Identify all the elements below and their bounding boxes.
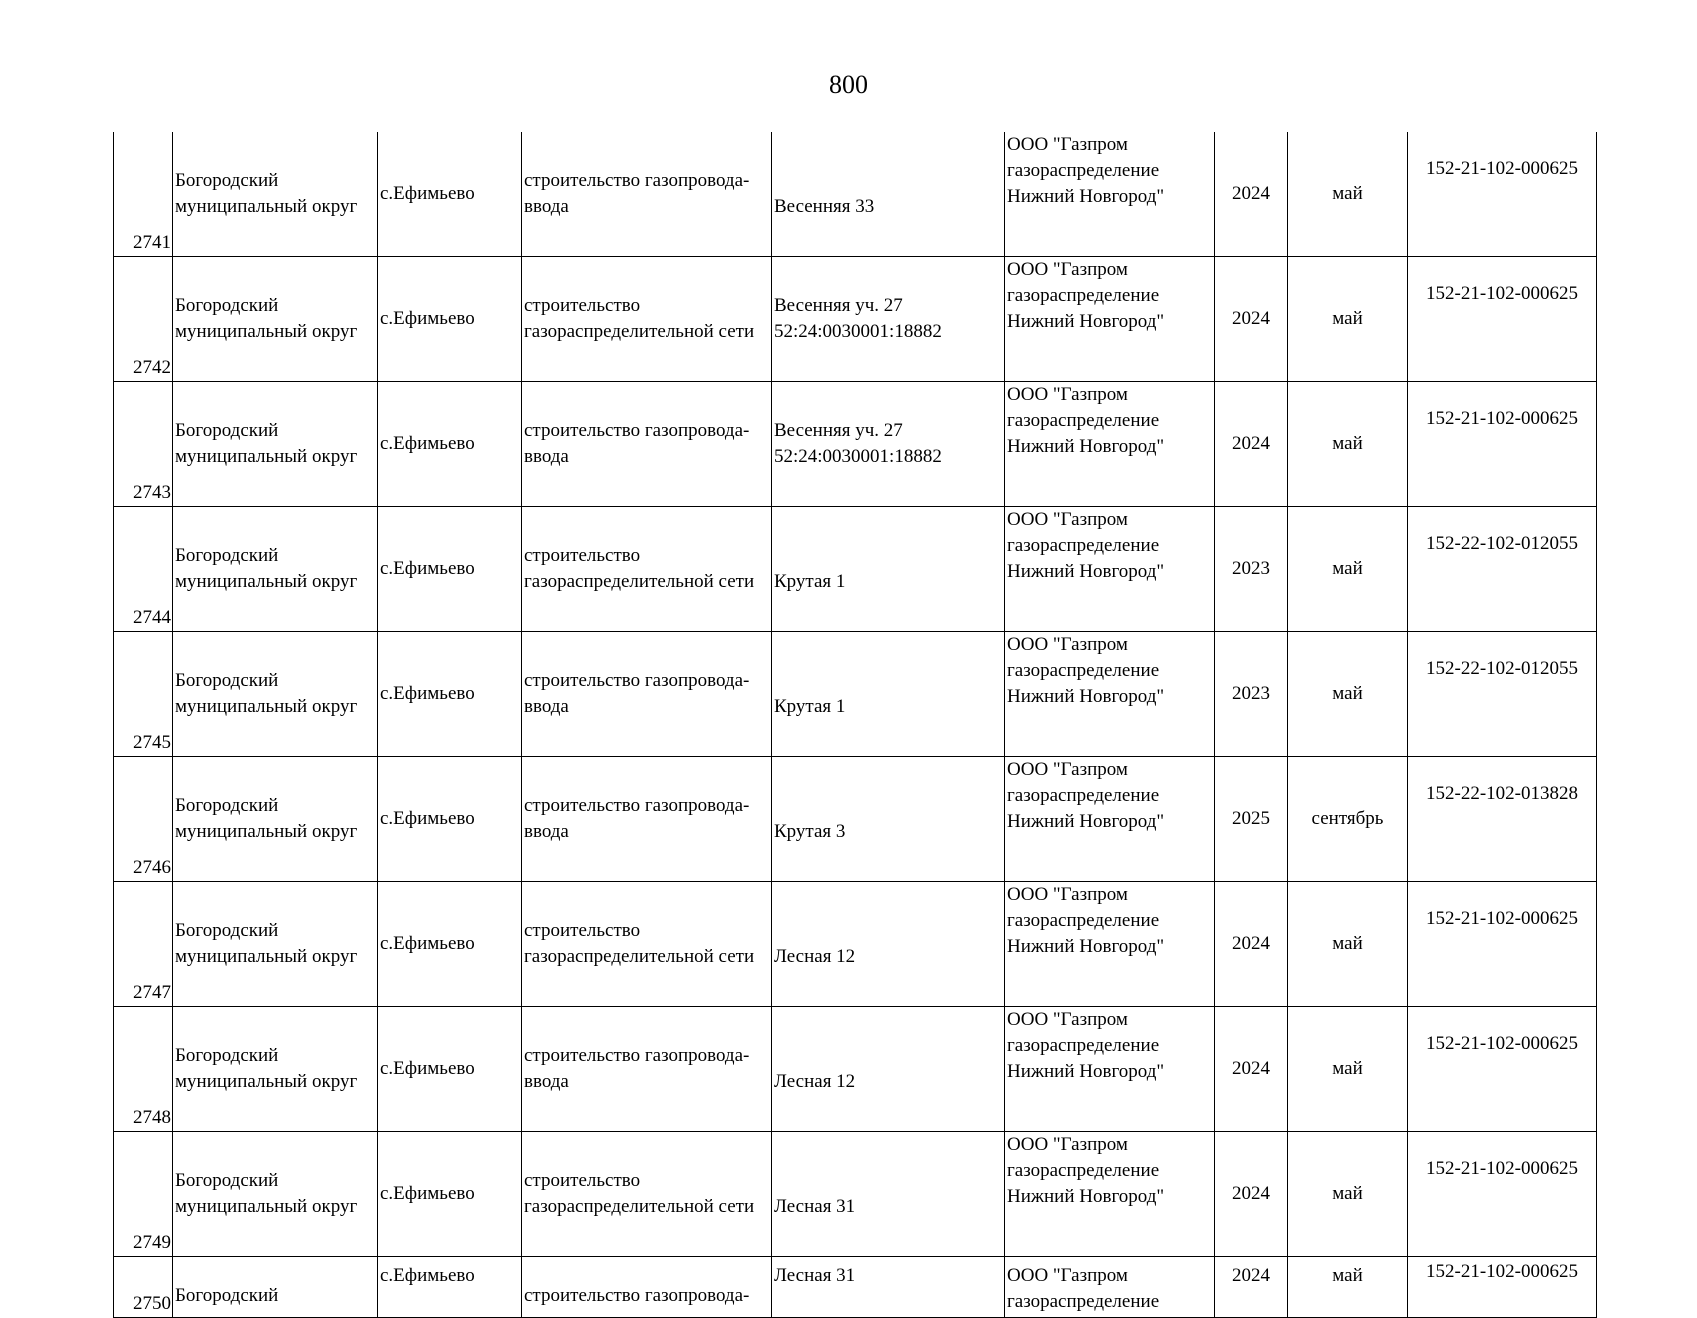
year-cell: 2023 — [1215, 632, 1288, 757]
address-cell: Лесная 31 — [772, 1257, 1005, 1318]
table-row — [114, 382, 1597, 507]
organization-cell: ООО "Газпром газораспределение Нижний Новгород" — [1005, 1132, 1215, 1257]
row-number: 2742 — [114, 257, 173, 382]
row-number: 2745 — [114, 632, 173, 757]
row-number: 2741 — [114, 132, 173, 257]
month-cell: май — [1288, 382, 1408, 507]
year-cell: 2024 — [1215, 382, 1288, 507]
table-row — [114, 757, 1597, 882]
row-number: 2748 — [114, 1007, 173, 1132]
work-type-cell: строительство газораспределительной сети — [522, 257, 772, 382]
address-cell: Лесная 31 — [772, 1132, 1005, 1257]
table-row — [114, 882, 1597, 1007]
district-cell: Богородский муниципальный округ — [173, 1132, 378, 1257]
locality-cell: с.Ефимьево — [378, 1257, 522, 1318]
locality-cell: с.Ефимьево — [378, 1132, 522, 1257]
locality-cell: с.Ефимьево — [378, 257, 522, 382]
work-type-cell: строительство газораспределительной сети — [522, 882, 772, 1007]
month-cell: май — [1288, 882, 1408, 1007]
table-row — [114, 1257, 1597, 1318]
organization-cell: ООО "Газпром газораспределение Нижний Новгород" — [1005, 507, 1215, 632]
year-cell: 2024 — [1215, 1132, 1288, 1257]
locality-cell: с.Ефимьево — [378, 632, 522, 757]
code-cell: 152-21-102-000625 — [1408, 132, 1597, 257]
address-cell: Весенняя уч. 27 52:24:0030001:18882 — [772, 382, 1005, 507]
district-cell: Богородский — [173, 1257, 378, 1318]
year-cell: 2023 — [1215, 507, 1288, 632]
district-cell: Богородский муниципальный округ — [173, 882, 378, 1007]
year-cell: 2024 — [1215, 132, 1288, 257]
district-cell: Богородский муниципальный округ — [173, 632, 378, 757]
year-cell: 2025 — [1215, 757, 1288, 882]
month-cell: май — [1288, 1257, 1408, 1318]
district-cell: Богородский муниципальный округ — [173, 382, 378, 507]
month-cell: май — [1288, 1007, 1408, 1132]
row-number: 2750 — [114, 1257, 173, 1318]
row-number: 2749 — [114, 1132, 173, 1257]
month-cell: май — [1288, 257, 1408, 382]
work-type-cell: строительство газораспределительной сети — [522, 507, 772, 632]
gas-works-table — [113, 132, 1597, 1318]
row-number: 2743 — [114, 382, 173, 507]
address-cell: Лесная 12 — [772, 1007, 1005, 1132]
locality-cell: с.Ефимьево — [378, 757, 522, 882]
locality-cell: с.Ефимьево — [378, 1007, 522, 1132]
row-number: 2747 — [114, 882, 173, 1007]
organization-cell: ООО "Газпром газораспределение — [1005, 1257, 1215, 1318]
code-cell: 152-22-102-012055 — [1408, 632, 1597, 757]
month-cell: сентябрь — [1288, 757, 1408, 882]
table-row — [114, 507, 1597, 632]
code-cell: 152-21-102-000625 — [1408, 1007, 1597, 1132]
organization-cell: ООО "Газпром газораспределение Нижний Новгород" — [1005, 632, 1215, 757]
month-cell: май — [1288, 1132, 1408, 1257]
district-cell: Богородский муниципальный округ — [173, 132, 378, 257]
work-type-cell: строительство газопровода- ввода — [522, 632, 772, 757]
address-cell: Крутая 1 — [772, 507, 1005, 632]
year-cell: 2024 — [1215, 257, 1288, 382]
table-row — [114, 1007, 1597, 1132]
organization-cell: ООО "Газпром газораспределение Нижний Новгород" — [1005, 382, 1215, 507]
work-type-cell: строительство газопровода- ввода — [522, 382, 772, 507]
organization-cell: ООО "Газпром газораспределение Нижний Новгород" — [1005, 132, 1215, 257]
organization-cell: ООО "Газпром газораспределение Нижний Новгород" — [1005, 757, 1215, 882]
locality-cell: с.Ефимьево — [378, 507, 522, 632]
table-row — [114, 257, 1597, 382]
organization-cell: ООО "Газпром газораспределение Нижний Новгород" — [1005, 257, 1215, 382]
work-type-cell: строительство газораспределительной сети — [522, 1132, 772, 1257]
locality-cell: с.Ефимьево — [378, 882, 522, 1007]
locality-cell: с.Ефимьево — [378, 132, 522, 257]
year-cell: 2024 — [1215, 1257, 1288, 1318]
row-number: 2746 — [114, 757, 173, 882]
code-cell: 152-21-102-000625 — [1408, 1257, 1597, 1318]
work-type-cell: строительство газопровода- — [522, 1257, 772, 1318]
row-number: 2744 — [114, 507, 173, 632]
table-row — [114, 632, 1597, 757]
year-cell: 2024 — [1215, 1007, 1288, 1132]
code-cell: 152-22-102-013828 — [1408, 757, 1597, 882]
address-cell: Лесная 12 — [772, 882, 1005, 1007]
district-cell: Богородский муниципальный округ — [173, 507, 378, 632]
work-type-cell: строительство газопровода- ввода — [522, 1007, 772, 1132]
address-cell: Весенняя уч. 27 52:24:0030001:18882 — [772, 257, 1005, 382]
address-cell: Крутая 1 — [772, 632, 1005, 757]
address-cell: Весенняя 33 — [772, 132, 1005, 257]
work-type-cell: строительство газопровода- ввода — [522, 757, 772, 882]
month-cell: май — [1288, 507, 1408, 632]
district-cell: Богородский муниципальный округ — [173, 257, 378, 382]
locality-cell: с.Ефимьево — [378, 382, 522, 507]
district-cell: Богородский муниципальный округ — [173, 757, 378, 882]
work-type-cell: строительство газопровода- ввода — [522, 132, 772, 257]
code-cell: 152-21-102-000625 — [1408, 882, 1597, 1007]
code-cell: 152-22-102-012055 — [1408, 507, 1597, 632]
organization-cell: ООО "Газпром газораспределение Нижний Новгород" — [1005, 1007, 1215, 1132]
address-cell: Крутая 3 — [772, 757, 1005, 882]
month-cell: май — [1288, 132, 1408, 257]
table-row — [114, 132, 1597, 257]
year-cell: 2024 — [1215, 882, 1288, 1007]
page-number: 800 — [829, 70, 868, 99]
code-cell: 152-21-102-000625 — [1408, 382, 1597, 507]
organization-cell: ООО "Газпром газораспределение Нижний Новгород" — [1005, 882, 1215, 1007]
month-cell: май — [1288, 632, 1408, 757]
code-cell: 152-21-102-000625 — [1408, 1132, 1597, 1257]
code-cell: 152-21-102-000625 — [1408, 257, 1597, 382]
district-cell: Богородский муниципальный округ — [173, 1007, 378, 1132]
table-row — [114, 1132, 1597, 1257]
